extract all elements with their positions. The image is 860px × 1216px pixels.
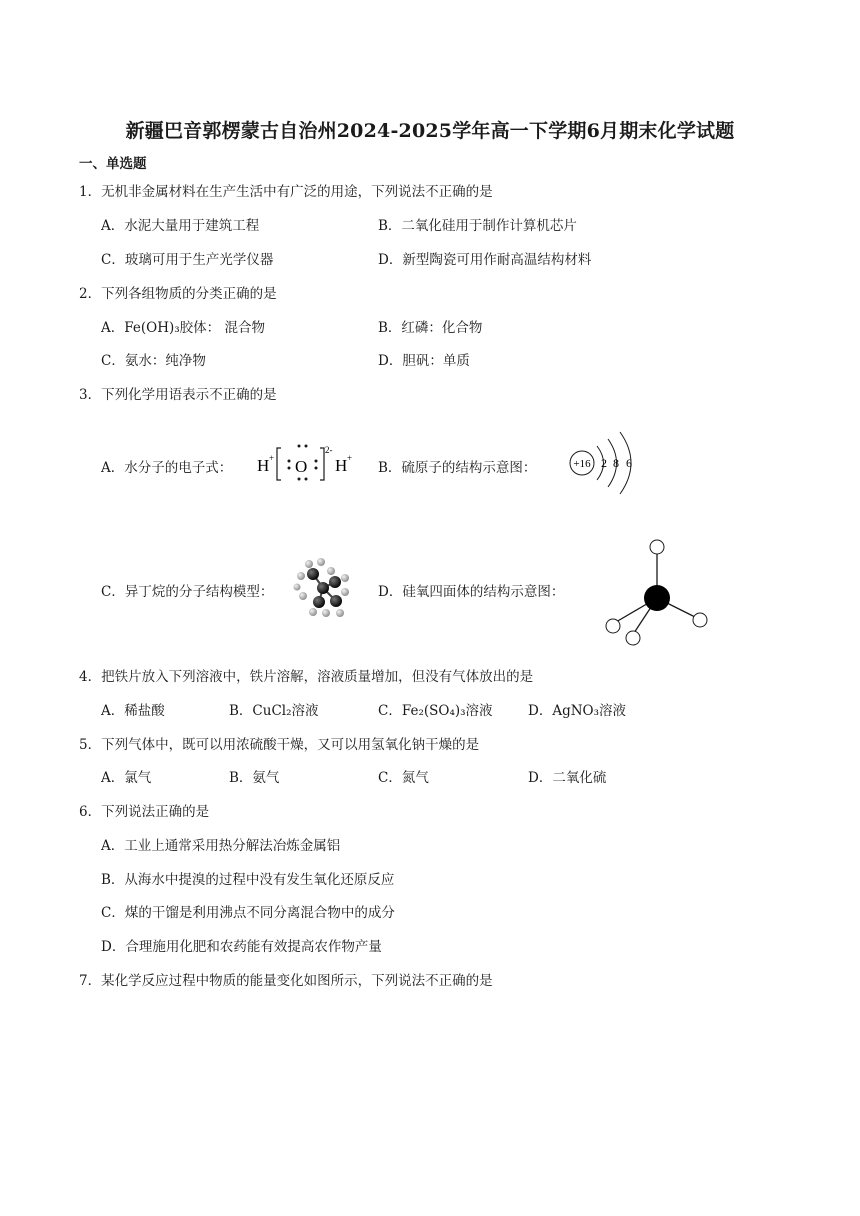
- question-7-stem: 7．某化学反应过程中物质的能量变化如图所示，下列说法不正确的是: [79, 973, 493, 989]
- question-5-stem: 5．下列气体中，既可以用浓硫酸干燥，又可以用氢氧化钠干燥的是: [79, 737, 480, 753]
- silicon-oxygen-tetrahedron: [600, 535, 712, 647]
- carbon-atom: [307, 568, 319, 580]
- shell-3-electrons: 6: [626, 456, 632, 470]
- carbon-atom: [329, 576, 341, 588]
- q6-option-c: C．煤的干馏是利用沸点不同分离混合物中的成分: [101, 905, 395, 921]
- hydrogen-atom: [294, 584, 301, 591]
- q3-option-d: D．硅氧四面体的结构示意图：: [378, 584, 565, 600]
- hydrogen-atom: [341, 588, 349, 596]
- ion-charge: 2-: [325, 445, 333, 455]
- sulfur-atom-diagram: [563, 426, 643, 500]
- isobutane-model: [293, 556, 355, 618]
- q3-option-b: B．硫原子的结构示意图：: [378, 460, 537, 476]
- hydrogen-atom: [309, 608, 317, 616]
- hydrogen-atom: [341, 574, 349, 582]
- q6-option-b: B．从海水中提溴的过程中没有发生氧化还原反应: [101, 872, 395, 888]
- h-right: H: [335, 456, 348, 475]
- water-electron-formula: [255, 440, 365, 484]
- carbon-atom: [330, 595, 342, 607]
- q1-option-d: D．新型陶瓷可用作耐高温结构材料: [378, 252, 592, 268]
- question-6-stem: 6．下列说法正确的是: [79, 804, 210, 820]
- h-right-charge: +: [347, 453, 353, 463]
- q1-option-b: B．二氧化硅用于制作计算机芯片: [378, 218, 577, 234]
- carbon-atom: [317, 582, 329, 594]
- o-atom: O: [295, 457, 308, 476]
- hydrogen-atom: [322, 609, 330, 617]
- hydrogen-atom: [336, 609, 344, 617]
- oxygen-atom: [650, 540, 664, 554]
- q6-option-d: D．合理施用化肥和农药能有效提高农作物产量: [101, 939, 382, 955]
- oxygen-atom: [606, 619, 620, 633]
- page-title: 新疆巴音郭楞蒙古自治州2024-2025学年高一下学期6月期末化学试题: [125, 120, 735, 142]
- hydrogen-atom: [297, 572, 305, 580]
- q4-option-c: C．Fe₂(SO₄)₃溶液: [378, 703, 493, 719]
- question-4-stem: 4．把铁片放入下列溶液中，铁片溶解，溶液质量增加，但没有气体放出的是: [79, 669, 534, 685]
- silicon-atom: [644, 585, 670, 611]
- q2-option-b: B．红磷：化合物: [378, 320, 483, 336]
- h-left-charge: +: [269, 453, 275, 463]
- section-heading: 一、单选题: [79, 156, 147, 172]
- carbon-atom: [313, 596, 325, 608]
- question-1-stem: 1．无机非金属材料在生产生活中有广泛的用途，下列说法不正确的是: [79, 184, 493, 200]
- q5-option-d: D．二氧化硫: [528, 770, 607, 786]
- question-3-stem: 3．下列化学用语表示不正确的是: [79, 387, 277, 403]
- hydrogen-atom: [317, 558, 325, 566]
- q1-option-c: C．玻璃可用于生产光学仪器: [101, 252, 274, 268]
- q5-option-a: A．氯气: [101, 770, 152, 786]
- hydrogen-atom: [305, 560, 313, 568]
- q2-option-c: C．氨水：纯净物: [101, 353, 206, 369]
- q3-option-a: A．水分子的电子式：: [101, 460, 233, 476]
- q2-option-a: A．Fe(OH)₃胶体： 混合物: [101, 320, 265, 336]
- q2-option-d: D．胆矾：单质: [378, 353, 470, 369]
- question-2-stem: 2．下列各组物质的分类正确的是: [79, 286, 277, 302]
- shell-2-electrons: 8: [613, 456, 619, 470]
- q5-option-c: C．氮气: [378, 770, 429, 786]
- q4-option-b: B．CuCl₂溶液: [229, 703, 319, 719]
- oxygen-atom: [626, 631, 640, 645]
- nucleus-charge: +16: [573, 458, 591, 470]
- q4-option-a: A．稀盐酸: [101, 703, 165, 719]
- q1-option-a: A．水泥大量用于建筑工程: [101, 218, 260, 234]
- hydrogen-atom: [299, 592, 307, 600]
- h-left: H: [257, 456, 270, 475]
- shell-1-electrons: 2: [601, 456, 607, 470]
- oxygen-atom: [693, 613, 707, 627]
- q5-option-b: B．氨气: [229, 770, 280, 786]
- q6-option-a: A．工业上通常采用热分解法冶炼金属铝: [101, 838, 341, 854]
- hydrogen-atom: [327, 567, 335, 575]
- q4-option-d: D．AgNO₃溶液: [528, 703, 627, 719]
- q3-option-c: C．异丁烷的分子结构模型：: [101, 584, 274, 600]
